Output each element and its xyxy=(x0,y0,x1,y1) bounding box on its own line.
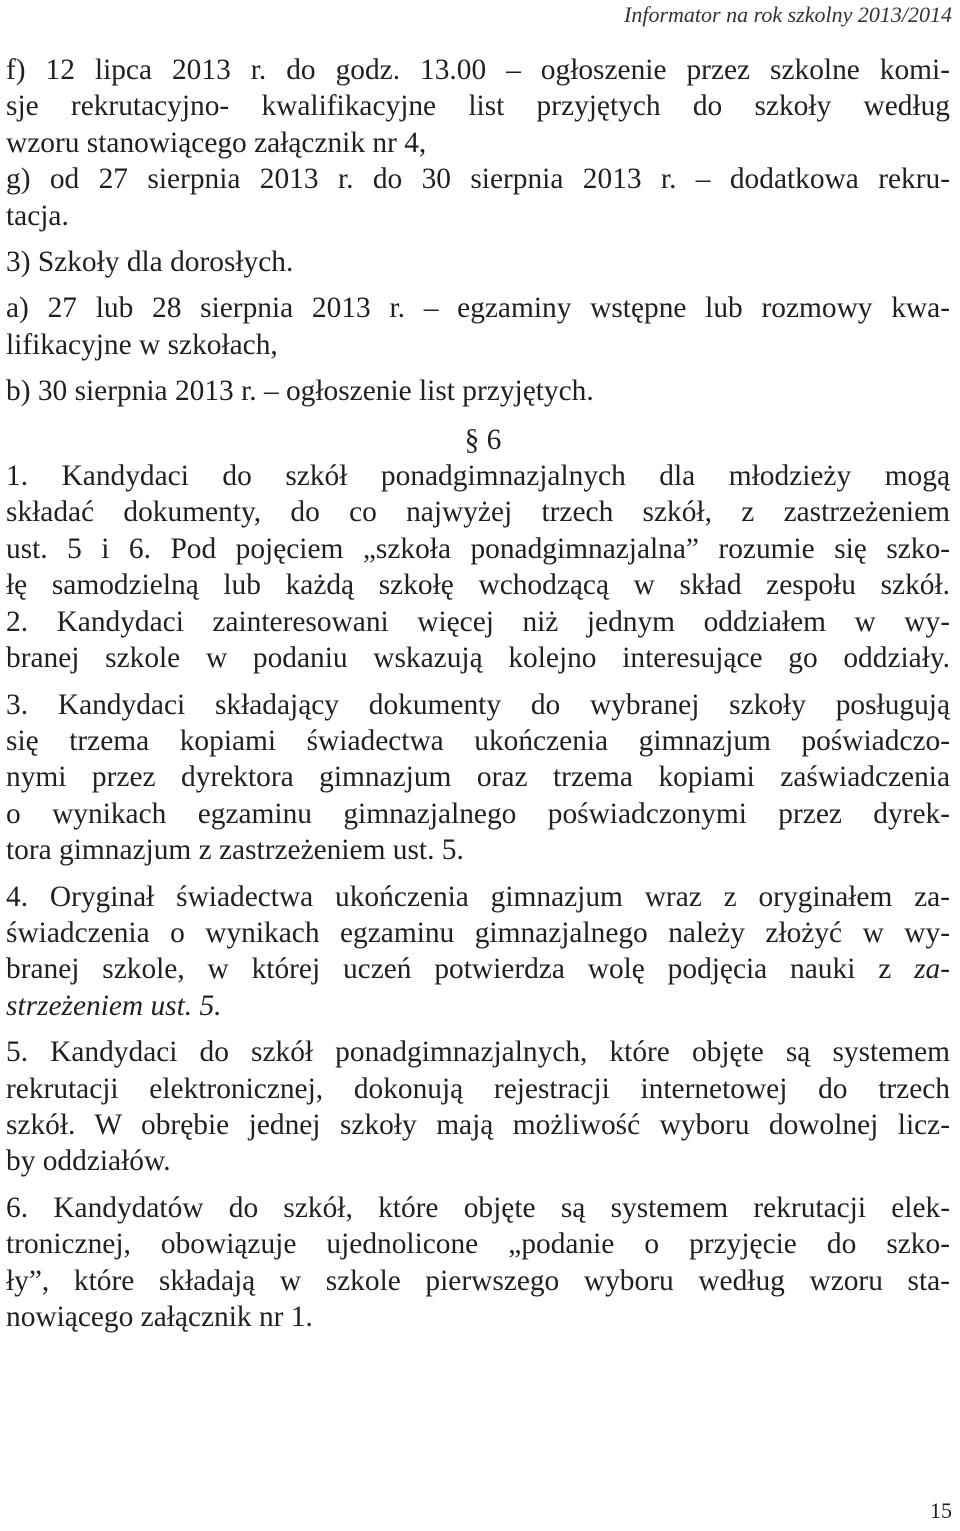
text-line xyxy=(6,951,950,987)
text-line: ust. 5 i 6. Pod pojęciem „szkoła ponadgimnazjalna” rozumie się szko- xyxy=(6,532,950,565)
page-number: 15 xyxy=(930,1498,952,1523)
text-line: świadczenia o wynikach egzaminu gimnazjalnego należy złożyć w wy- xyxy=(6,916,950,949)
text-line: branej szkole w podaniu wskazują kolejno interesujące go oddziały. xyxy=(6,642,950,675)
text-line: nowiącego załącznik nr 1. xyxy=(6,1301,313,1333)
text-line: 4. Oryginał świadectwa ukończenia gimnazjum wraz z oryginałem za- xyxy=(6,880,950,913)
text-fragment: branej szkole, w której uczeń potwierdza wolę podjęcia nauki z xyxy=(6,953,892,986)
text-line: by oddziałów. xyxy=(6,1145,171,1178)
text-line: a) 27 lub 28 sierpnia 2013 r. – egzaminy wstępne lub rozmowy kwa- xyxy=(6,292,950,325)
text-line: strzeżeniem ust. 5. xyxy=(6,989,222,1022)
text-line: f) 12 lipca 2013 r. do godz. 13.00 – ogłoszenie przez szkolne komi- xyxy=(6,54,950,86)
text-line: sje rekrutacyjno- kwalifikacyjne list przyjętych do szkoły według xyxy=(6,90,950,123)
text-line: się trzema kopiami świadectwa ukończenia gimnazjum poświadczo- xyxy=(6,724,950,757)
document-body xyxy=(6,52,950,1335)
text-line: tora gimnazjum z zastrzeżeniem ust. 5. xyxy=(6,834,464,867)
text-line: 3. Kandydaci składający dokumenty do wybranej szkoły posługują xyxy=(6,688,950,721)
text-line: ły”, które składają w szkole pierwszego wyboru według wzoru sta- xyxy=(6,1264,950,1297)
text-line: tacja. xyxy=(6,199,69,232)
text-line: 5. Kandydaci do szkół ponadgimnazjalnych, które objęte są systemem xyxy=(6,1036,950,1069)
text-line: lifikacyjne w szkołach, xyxy=(6,328,278,361)
text-line: 3) Szkoły dla dorosłych. xyxy=(6,246,294,279)
text-line: rekrutacji elektronicznej, dokonują rejestracji internetowej do trzech xyxy=(6,1072,950,1105)
text-line: 6. Kandydatów do szkół, które objęte są systemem rekrutacji elek- xyxy=(6,1191,950,1224)
text-line: o wynikach egzaminu gimnazjalnego poświadczonymi przez dyrek- xyxy=(6,797,950,830)
text-line: łę samodzielną lub każdą szkołę wchodzącą w skład zespołu szkół. xyxy=(6,569,950,602)
text-line: nymi przez dyrektora gimnazjum oraz trzema kopiami zaświadczenia xyxy=(6,761,950,794)
running-header: Informator na rok szkolny 2013/2014 xyxy=(624,2,952,27)
text-line: szkół. W obrębie jednej szkoły mają możliwość wyboru dowolnej licz- xyxy=(6,1108,950,1141)
text-line: b) 30 sierpnia 2013 r. – ogłoszenie list przyjętych. xyxy=(6,375,594,408)
text-line: tronicznej, obowiązuje ujednolicone „podanie o przyjęcie do szko- xyxy=(6,1228,950,1261)
italic-fragment: za- xyxy=(914,953,950,986)
text-line: g) od 27 sierpnia 2013 r. do 30 sierpnia 2013 r. – dodatkowa rekru- xyxy=(6,163,950,196)
text-line: 2. Kandydaci zainteresowani więcej niż jednym oddziałem w wy- xyxy=(6,605,950,638)
text-line: 1. Kandydaci do szkół ponadgimnazjalnych dla młodzieży mogą xyxy=(6,460,950,493)
text-line: składać dokumenty, do co najwyżej trzech szkół, z zastrzeżeniem xyxy=(6,496,950,529)
text-line: wzoru stanowiącego załącznik nr 4, xyxy=(6,126,427,159)
section-heading: § 6 xyxy=(464,423,502,456)
